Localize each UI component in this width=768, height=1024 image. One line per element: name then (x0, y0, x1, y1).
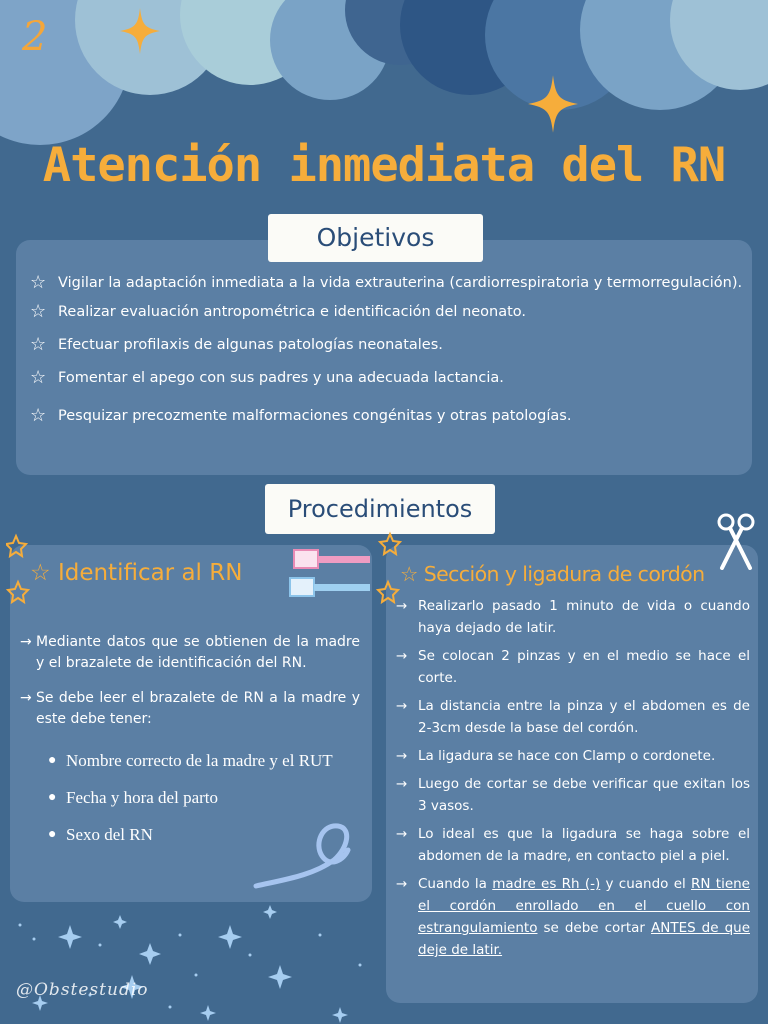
ribbon-icon (252, 820, 356, 892)
arrow-right-icon: → (20, 634, 32, 650)
arrow-right-icon: → (20, 690, 32, 706)
list-item: → Luego de cortar se debe verificar que exitan los 3 vasos. (396, 773, 750, 817)
identificar-paragraph: → Se debe leer el brazalete de RN a la madre y este debe tener: (20, 690, 360, 727)
star-outline-icon: ☆ (30, 367, 47, 388)
list-item: ☆ Fomentar el apego con sus padres y una adecuada lactancia. (30, 367, 504, 388)
bullet-icon: ● (48, 753, 57, 768)
identificar-paragraph: → Mediante datos que se obtienen de la madre y el brazalete de identificación del RN. (20, 634, 360, 671)
identificar-title: ☆ Identificar al RN (30, 560, 243, 586)
star-outline-icon: ☆ (30, 334, 47, 355)
bracelet-icon (288, 544, 374, 610)
procedimientos-heading: Procedimientos (265, 484, 495, 534)
page-title: Atención inmediata del RN (42, 138, 726, 193)
list-item: ● Sexo del RN (48, 816, 360, 853)
arrow-right-icon: → (396, 826, 408, 842)
seccion-title: ☆ Sección y ligadura de cordón (400, 562, 705, 586)
bullet-icon: ● (48, 827, 57, 842)
list-item: ☆ Realizar evaluación antropométrica e identificación del neonato. (30, 301, 527, 322)
list-item: → Realizarlo pasado 1 minuto de vida o cuando haya dejado de latir. (396, 595, 750, 639)
arrow-right-icon: → (396, 776, 408, 792)
list-item: ☆ Vigilar la adaptación inmediata a la vida extrauterina (cardiorrespiratoria y termorregulación). (30, 272, 743, 293)
arrow-right-icon: → (396, 598, 408, 614)
bullet-icon: ● (48, 790, 57, 805)
list-item: → Se colocan 2 pinzas y en el medio se hace el corte. (396, 645, 750, 689)
arrow-right-icon: → (396, 876, 408, 892)
arrow-right-icon: → (396, 698, 408, 714)
starfield-decoration (0, 895, 380, 1024)
list-item: → La distancia entre la pinza y el abdomen es de 2-3cm desde la base del cordón. (396, 695, 750, 739)
list-item: ☆ Pesquizar precozmente malformaciones congénitas y otras patologías. (30, 405, 572, 426)
clouds-decoration (0, 0, 768, 150)
scissors-icon (712, 512, 760, 570)
star-outline-icon: ☆ (30, 272, 47, 293)
star-outline-icon: ☆ (30, 405, 47, 426)
author-handle: @Obstestudio (16, 980, 149, 1000)
star-outline-icon: ☆ (30, 301, 47, 322)
page-number: 2 (22, 14, 48, 60)
objetivos-list (30, 274, 745, 426)
arrow-right-icon: → (396, 748, 408, 764)
sparkle-star-icon (120, 8, 160, 54)
arrow-right-icon: → (396, 648, 408, 664)
list-item: → Lo ideal es que la ligadura se haga sobre el abdomen de la madre, en contacto piel a piel. (396, 823, 750, 867)
list-item: ☆ Efectuar profilaxis de algunas patologías neonatales. (30, 334, 443, 355)
list-item: ● Nombre correcto de la madre y el RUT (48, 742, 360, 779)
objetivos-heading: Objetivos (268, 214, 483, 262)
list-item: → Cuando la madre es Rh (-) y cuando el RN tiene el cordón enrollado en el cuello con estrangulamiento se debe cortar ANTES de que deje de latir. (396, 873, 750, 961)
list-item: → La ligadura se hace con Clamp o cordonete. (396, 745, 750, 767)
seccion-body (396, 595, 750, 967)
list-item: ● Fecha y hora del parto (48, 779, 360, 816)
sparkle-star-icon (528, 72, 578, 136)
